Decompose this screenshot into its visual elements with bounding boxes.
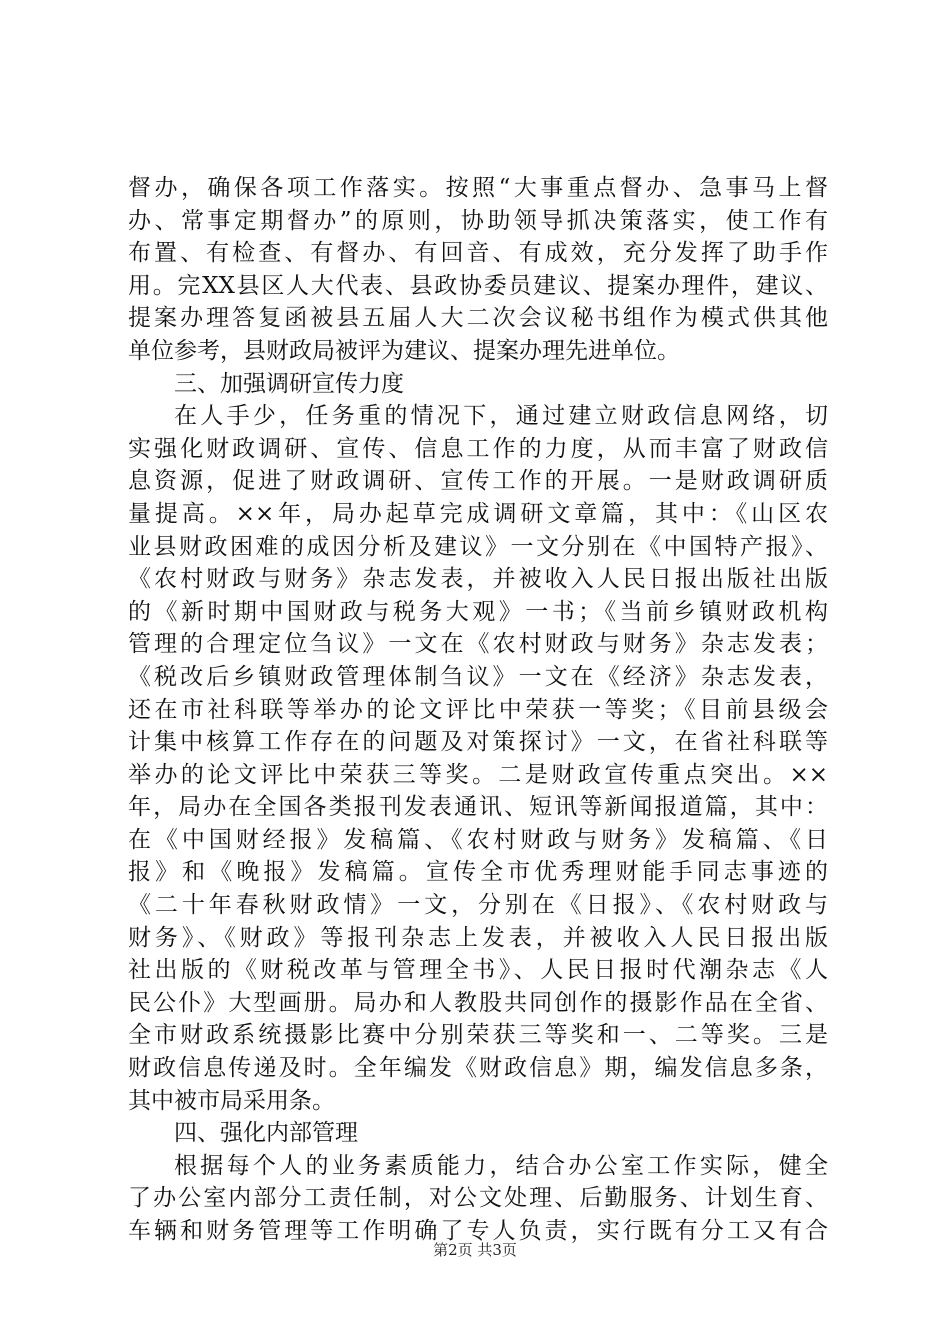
paragraph-line: 量提高。××年，局办起草完成调研文章篇，其中：《山区农: [128, 500, 828, 527]
paragraph-line: 还在市社科联等举办的论文评比中荣获一等奖；《目前县级会: [128, 696, 828, 723]
paragraph-line: 《二十年春秋财政情》一文，分别在《日报》、《农村财政与: [128, 892, 828, 919]
paragraph-line: 计集中核算工作存在的问题及对策探讨》一文，在省社科联等: [128, 729, 828, 756]
paragraph-line: 布置、有检查、有督办、有回音、有成效，充分发挥了助手作: [128, 240, 828, 267]
paragraph-first-line: 在人手少，任务重的情况下，通过建立财政信息网络，切: [174, 403, 828, 430]
paragraph-line: 息资源，促进了财政调研、宣传工作的开展。一是财政调研质: [128, 468, 828, 495]
paragraph-line: 的《新时期中国财政与税务大观》一书；《当前乡镇财政机构: [128, 598, 828, 625]
paragraph-line: 用。完XX县区人大代表、县政协委员建议、提案办理件，建议、: [128, 272, 828, 299]
section-heading: 三、加强调研宣传力度: [174, 370, 404, 397]
paragraph-last-line: 单位参考，县财政局被评为建议、提案办理先进单位。: [128, 337, 680, 364]
paragraph-line: 《农村财政与财务》杂志发表，并被收入人民日报出版社出版: [128, 566, 828, 593]
document-body: [128, 172, 828, 1248]
paragraph-line: 在《中国财经报》发稿篇、《农村财政与财务》发稿篇、《日: [128, 826, 828, 853]
paragraph-line: 年，局办在全国各类报刊发表通讯、短讯等新闻报道篇，其中：: [128, 794, 828, 821]
paragraph-line: 民公仆》大型画册。局办和人教股共同创作的摄影作品在全省、: [128, 989, 828, 1016]
paragraph-first-line: 根据每个人的业务素质能力，结合办公室工作实际，健全: [174, 1152, 828, 1179]
paragraph-line: 办、常事定期督办”的原则，协助领导抓决策落实，使工作有: [128, 207, 828, 234]
paragraph-line: 财务》、《财政》等报刊杂志上发表，并被收入人民日报出版: [128, 924, 828, 951]
paragraph-line: 举办的论文评比中荣获三等奖。二是财政宣传重点突出。××: [128, 761, 828, 788]
paragraph-line: 财政信息传递及时。全年编发《财政信息》期，编发信息多条，: [128, 1055, 828, 1082]
paragraph-line: 《税改后乡镇财政管理体制刍议》一文在《经济》杂志发表，: [128, 663, 828, 690]
paragraph-line: 督办，确保各项工作落实。按照“大事重点督办、急事马上督: [128, 175, 828, 201]
paragraph-line: 报》和《晚报》发稿篇。宣传全市优秀理财能手同志事迹的: [128, 859, 828, 886]
paragraph-line: 管理的合理定位刍议》一文在《农村财政与财务》杂志发表；: [128, 631, 828, 658]
paragraph-line: 全市财政系统摄影比赛中分别荣获三等奖和一、二等奖。三是: [128, 1022, 828, 1049]
paragraph-line: 提案办理答复函被县五届人大二次会议秘书组作为模式供其他: [128, 305, 828, 332]
paragraph-line: 业县财政困难的成因分析及建议》一文分别在《中国特产报》、: [128, 533, 828, 560]
paragraph-line: 社出版的《财税改革与管理全书》、人民日报时代潮杂志《人: [128, 957, 828, 984]
paragraph-line: 实强化财政调研、宣传、信息工作的力度，从而丰富了财政信: [128, 435, 828, 462]
paragraph-line: 车辆和财务管理等工作明确了专人负责，实行既有分工又有合: [128, 1218, 828, 1244]
section-heading: 四、强化内部管理: [174, 1120, 358, 1147]
paragraph-line: 了办公室内部分工责任制，对公文处理、后勤服务、计划生育、: [128, 1185, 828, 1212]
paragraph-last-line: 其中被市局采用条。: [128, 1087, 335, 1114]
page-footer: 第2页 共3页: [433, 1241, 517, 1259]
